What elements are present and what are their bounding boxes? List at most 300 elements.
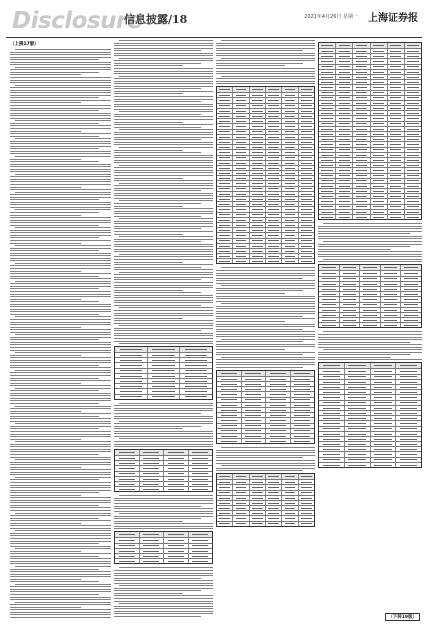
table-cell <box>233 516 249 520</box>
table-cell <box>233 181 249 185</box>
text-line <box>10 90 111 91</box>
table-cell <box>345 390 371 394</box>
table-cell <box>381 265 402 270</box>
table-cell <box>388 106 405 110</box>
text-line <box>114 88 201 89</box>
table-row <box>217 522 314 526</box>
text-line <box>10 304 111 305</box>
table-cell <box>396 380 421 384</box>
table-cell <box>299 228 314 232</box>
table-cell <box>233 114 249 118</box>
table-cell <box>388 189 405 193</box>
table-cell <box>250 480 266 484</box>
text-line <box>114 506 201 507</box>
text-line <box>114 109 213 110</box>
text-line <box>216 53 315 54</box>
table-cell <box>319 363 345 368</box>
text-line <box>10 360 111 361</box>
table-cell <box>345 458 371 462</box>
text-line <box>114 228 201 229</box>
text-line <box>114 172 213 173</box>
table-cell <box>250 98 266 102</box>
text-line <box>114 208 213 209</box>
table-cell <box>401 323 421 327</box>
text-line <box>10 123 99 124</box>
table-cell <box>282 213 298 217</box>
text-line <box>114 511 213 512</box>
text-line <box>114 292 201 293</box>
table-cell <box>396 463 421 467</box>
table-cell <box>217 480 233 484</box>
table-cell <box>180 379 212 383</box>
table-cell <box>180 347 212 352</box>
text-line <box>10 589 111 590</box>
table-cell <box>180 358 212 362</box>
table-cell <box>140 549 165 553</box>
table-cell <box>189 461 213 465</box>
table-cell <box>319 458 345 462</box>
table-cell <box>401 308 421 312</box>
table-cell <box>371 215 388 219</box>
table-cell <box>217 223 233 227</box>
table-cell <box>396 411 421 415</box>
table-cell <box>217 398 242 402</box>
table-cell <box>233 233 249 237</box>
table-cell <box>115 482 140 486</box>
table-cell <box>371 91 388 95</box>
table-cell <box>233 171 249 175</box>
table-row <box>115 487 212 491</box>
table-cell <box>405 205 421 209</box>
text-line <box>10 551 81 552</box>
table-cell <box>282 197 298 201</box>
table-cell <box>405 148 421 152</box>
table-cell <box>217 114 233 118</box>
text-line <box>114 290 183 291</box>
text-line <box>10 232 111 233</box>
table-cell <box>115 389 148 393</box>
table-cell <box>336 148 353 152</box>
table-cell <box>217 202 233 206</box>
text-line <box>114 588 213 589</box>
text-line <box>10 225 99 226</box>
text-line <box>114 333 213 334</box>
text-line <box>114 167 213 168</box>
table-cell <box>266 496 282 500</box>
table-cell <box>336 184 353 188</box>
text-line <box>10 485 111 486</box>
table-cell <box>396 421 421 425</box>
table-cell <box>217 439 242 443</box>
table-cell <box>319 168 336 172</box>
table-cell <box>319 313 340 317</box>
table-cell <box>353 158 370 162</box>
table-cell <box>353 80 370 84</box>
table-cell <box>282 501 298 505</box>
table-cell <box>388 199 405 203</box>
table-cell <box>266 480 282 484</box>
table-cell <box>371 416 397 420</box>
text-line <box>119 58 213 59</box>
table-cell <box>299 506 314 510</box>
text-line <box>10 393 111 394</box>
table-cell <box>266 218 282 222</box>
table-cell <box>233 223 249 227</box>
table-cell <box>319 205 336 209</box>
text-line <box>323 223 422 224</box>
text-line <box>114 282 213 283</box>
table-cell <box>266 145 282 149</box>
table-cell <box>115 549 140 553</box>
table-cell <box>299 171 314 175</box>
table-cell <box>405 174 421 178</box>
table-cell <box>266 429 291 433</box>
text-line <box>114 446 213 447</box>
table-cell <box>336 127 353 131</box>
text-line <box>15 513 111 514</box>
text-line <box>114 221 213 222</box>
table-cell <box>148 358 181 362</box>
table-cell <box>115 532 140 537</box>
table-cell <box>233 156 249 160</box>
text-line <box>10 80 111 81</box>
text-line <box>10 212 99 213</box>
table-cell <box>282 140 298 144</box>
text-line <box>10 329 111 330</box>
text-line <box>10 294 111 295</box>
table-cell <box>353 153 370 157</box>
table-cell <box>353 101 370 105</box>
table-cell <box>115 450 140 455</box>
table-cell <box>319 323 340 327</box>
table-cell <box>266 150 282 154</box>
text-line <box>10 469 111 470</box>
text-line <box>114 575 213 576</box>
text-line <box>221 447 315 448</box>
text-line <box>318 334 422 335</box>
text-line <box>114 114 201 115</box>
table-cell <box>353 49 370 53</box>
data-table <box>216 370 315 444</box>
table-cell <box>336 59 353 63</box>
table-cell <box>233 109 249 113</box>
table-cell <box>319 437 345 441</box>
text-line <box>114 606 213 607</box>
text-line <box>15 192 111 193</box>
table-cell <box>242 424 267 428</box>
text-line <box>216 308 315 309</box>
table-cell <box>140 477 165 481</box>
text-line <box>10 563 111 564</box>
table-cell <box>115 353 148 357</box>
text-line <box>114 188 213 189</box>
table-cell <box>340 277 361 281</box>
table-cell <box>401 265 421 270</box>
table-cell <box>396 437 421 441</box>
table-cell <box>319 292 340 296</box>
table-cell <box>282 176 298 180</box>
text-line <box>10 159 81 160</box>
text-line <box>10 446 111 447</box>
text-line <box>216 298 315 299</box>
table-cell <box>353 189 370 193</box>
table-cell <box>250 202 266 206</box>
table-cell <box>319 452 345 456</box>
table-cell <box>115 374 148 378</box>
continued-on-marker: （下转19版） <box>385 613 420 621</box>
text-line <box>10 604 111 605</box>
table-cell <box>217 233 233 237</box>
text-line <box>114 223 213 224</box>
table-cell <box>242 434 267 438</box>
table-cell <box>388 179 405 183</box>
table-cell <box>388 70 405 74</box>
table-cell <box>381 313 402 317</box>
text-line <box>114 274 213 275</box>
table-cell <box>299 156 314 160</box>
text-line <box>10 487 111 488</box>
text-line <box>119 40 213 41</box>
table-cell <box>299 98 314 102</box>
text-line <box>10 286 111 287</box>
table-cell <box>282 480 298 484</box>
table-cell <box>189 549 213 553</box>
table-cell <box>250 114 266 118</box>
table-cell <box>148 395 181 399</box>
table-cell <box>233 218 249 222</box>
table-cell <box>345 421 371 425</box>
text-line <box>10 97 99 98</box>
table-cell <box>336 153 353 157</box>
text-line <box>10 113 111 114</box>
table-cell <box>371 163 388 167</box>
table-cell <box>164 472 189 476</box>
table-cell <box>217 371 242 376</box>
text-line <box>114 590 201 591</box>
table-cell <box>336 106 353 110</box>
text-line <box>10 457 111 458</box>
table-cell <box>371 189 388 193</box>
table-cell <box>282 516 298 520</box>
table-cell <box>291 408 315 412</box>
table-cell <box>266 124 282 128</box>
table-cell <box>299 140 314 144</box>
text-line <box>114 124 213 125</box>
table-cell <box>388 75 405 79</box>
table-cell <box>336 101 353 105</box>
table-cell <box>405 158 421 162</box>
table-cell <box>250 93 266 97</box>
table-cell <box>233 145 249 149</box>
table-cell <box>396 432 421 436</box>
text-line <box>114 104 213 105</box>
text-line <box>10 204 111 205</box>
table-cell <box>250 181 266 185</box>
body-text <box>114 567 213 616</box>
table-cell <box>319 380 345 384</box>
table-cell <box>291 418 315 422</box>
table-cell <box>353 127 370 131</box>
text-line <box>114 598 213 599</box>
table-cell <box>140 482 165 486</box>
text-line <box>216 321 285 322</box>
table-cell <box>250 145 266 149</box>
table-cell <box>299 161 314 165</box>
table-cell <box>388 194 405 198</box>
text-line <box>221 267 315 268</box>
table-cell <box>405 54 421 58</box>
text-line <box>114 431 213 432</box>
text-line <box>318 261 422 262</box>
text-line <box>10 260 111 261</box>
table-cell <box>242 413 267 417</box>
text-line <box>10 248 111 249</box>
text-line <box>216 293 285 294</box>
text-line <box>114 264 213 265</box>
text-line <box>114 50 201 51</box>
table-cell <box>115 472 140 476</box>
text-line <box>119 236 213 237</box>
table-cell <box>388 80 405 84</box>
table-cell <box>233 161 249 165</box>
text-line <box>10 273 111 274</box>
table-cell <box>371 85 388 89</box>
text-line <box>114 583 213 584</box>
text-line <box>119 147 213 148</box>
text-line <box>318 226 422 227</box>
table-cell <box>319 369 345 373</box>
text-line <box>221 303 315 304</box>
table-cell <box>319 277 340 281</box>
data-table <box>318 42 422 220</box>
text-line <box>323 349 422 350</box>
text-line <box>10 57 111 58</box>
text-line <box>114 498 213 499</box>
table-cell <box>282 130 298 134</box>
table-cell <box>388 101 405 105</box>
table-cell <box>340 313 361 317</box>
table-cell <box>282 491 298 495</box>
column-4 <box>318 40 422 620</box>
table-cell <box>233 485 249 489</box>
table-cell <box>388 174 405 178</box>
text-line <box>119 272 213 273</box>
table-cell <box>282 522 298 526</box>
text-line <box>10 614 111 615</box>
text-line <box>216 324 315 325</box>
text-line <box>10 380 111 381</box>
table-cell <box>250 135 266 139</box>
text-line <box>10 398 111 399</box>
table-cell <box>299 254 314 258</box>
text-line <box>119 585 213 586</box>
body-text <box>114 403 213 447</box>
text-line <box>15 316 111 317</box>
table-cell <box>401 277 421 281</box>
table-cell <box>217 392 242 396</box>
table-cell <box>250 244 266 248</box>
text-line <box>318 233 410 234</box>
table-cell <box>319 116 336 120</box>
table-cell <box>250 192 266 196</box>
text-line <box>318 357 391 358</box>
text-line <box>216 468 315 469</box>
table-cell <box>242 429 267 433</box>
table-cell <box>282 506 298 510</box>
text-line <box>15 566 111 567</box>
table-cell <box>242 382 267 386</box>
text-line <box>10 237 99 238</box>
table-cell <box>388 168 405 172</box>
table-cell <box>299 496 314 500</box>
table-cell <box>396 363 421 368</box>
text-line <box>114 53 213 54</box>
text-line <box>114 521 183 522</box>
table-cell <box>319 174 336 178</box>
table-cell <box>299 223 314 227</box>
text-line <box>10 558 111 559</box>
table-cell <box>242 398 267 402</box>
table-cell <box>381 292 402 296</box>
text-line <box>114 405 213 406</box>
table-cell <box>233 254 249 258</box>
table-cell <box>266 166 282 170</box>
table-cell <box>250 249 266 253</box>
table-cell <box>345 363 371 368</box>
table-cell <box>319 442 345 446</box>
table-cell <box>381 318 402 322</box>
text-line <box>114 262 183 263</box>
text-line <box>216 73 315 74</box>
table-cell <box>353 148 370 152</box>
table-cell <box>250 197 266 201</box>
text-line <box>114 279 201 280</box>
table-cell <box>405 168 421 172</box>
table-cell <box>299 491 314 495</box>
table-cell <box>371 153 388 157</box>
table-cell <box>164 559 189 563</box>
data-table <box>318 264 422 328</box>
table-cell <box>217 403 242 407</box>
table-cell <box>345 463 371 467</box>
text-line <box>119 76 213 77</box>
table-cell <box>401 318 421 322</box>
text-line <box>114 246 213 247</box>
table-cell <box>140 472 165 476</box>
table-cell <box>336 43 353 48</box>
text-line <box>318 354 410 355</box>
table-cell <box>233 202 249 206</box>
table-cell <box>353 163 370 167</box>
text-line <box>10 581 99 582</box>
table-cell <box>217 156 233 160</box>
text-line <box>119 421 213 422</box>
table-cell <box>291 424 315 428</box>
table-cell <box>381 308 402 312</box>
table-cell <box>115 456 140 460</box>
table-cell <box>217 171 233 175</box>
table-cell <box>250 254 266 258</box>
text-line <box>10 579 81 580</box>
table-cell <box>233 166 249 170</box>
table-cell <box>233 506 249 510</box>
table-cell <box>115 554 140 558</box>
table-cell <box>336 49 353 53</box>
text-line <box>114 259 213 260</box>
table-cell <box>360 303 381 307</box>
text-line <box>10 288 99 289</box>
table-cell <box>353 59 370 63</box>
